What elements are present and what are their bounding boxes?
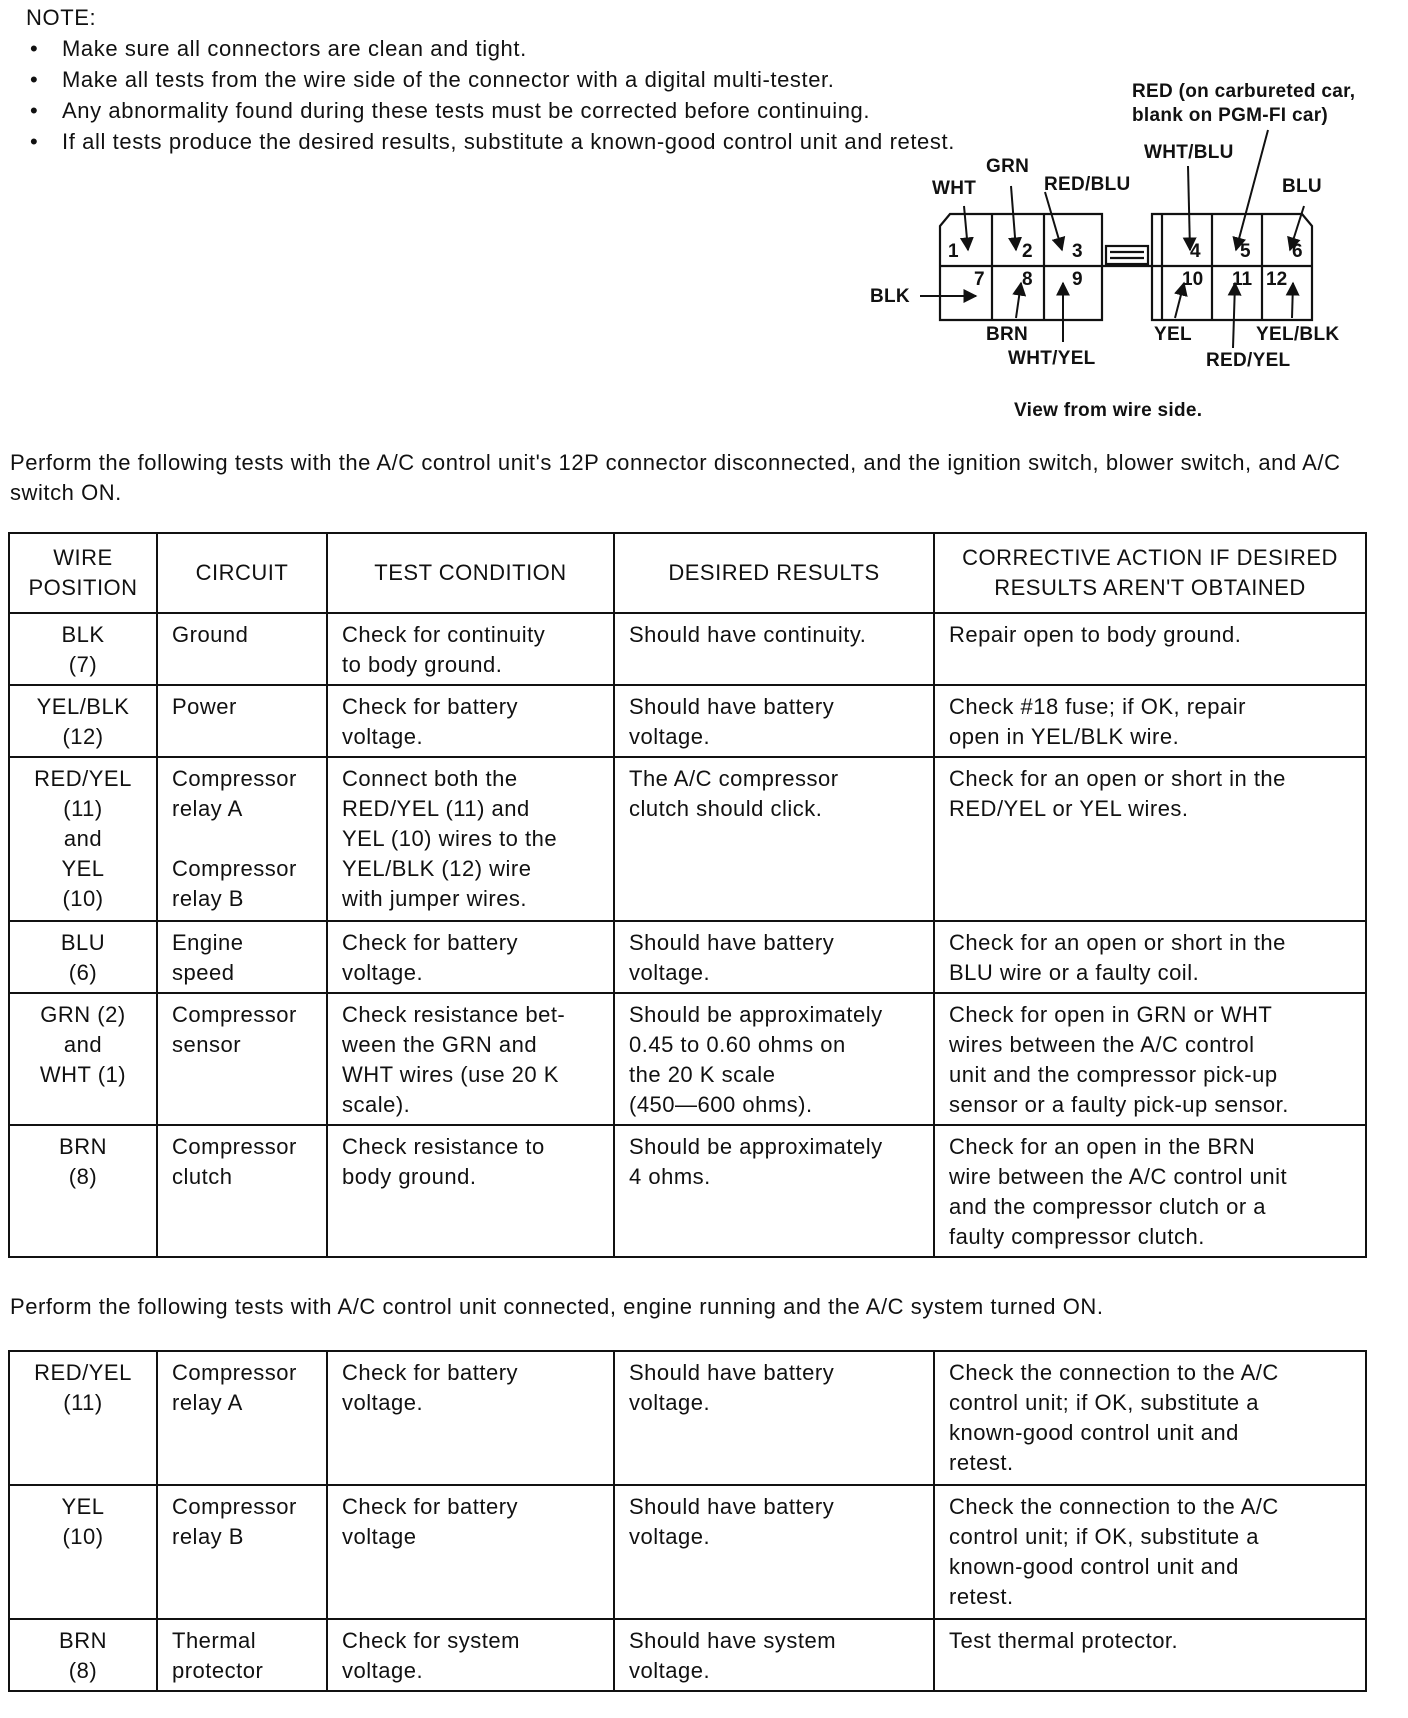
cell-wire-position: YEL (10) xyxy=(9,1485,157,1619)
pin-1: 1 xyxy=(948,241,959,262)
cell-corrective-action: Repair open to body ground. xyxy=(934,613,1366,685)
note-item: • Make sure all connectors are clean and tight. xyxy=(26,33,1086,64)
cell-wire-position: BLU (6) xyxy=(9,921,157,993)
wire-arrows xyxy=(920,130,1304,348)
arrow-yel-blk xyxy=(1292,283,1293,318)
pin-3: 3 xyxy=(1072,241,1083,262)
arrow-wht-blu xyxy=(1188,166,1190,250)
table-row xyxy=(9,921,1366,993)
cell-circuit: Compressor relay A xyxy=(157,1351,327,1485)
cell-test-condition: Check for system voltage. xyxy=(327,1619,614,1691)
test-table-connected xyxy=(8,1350,1367,1692)
label-red-yel: RED/YEL xyxy=(1206,350,1291,371)
cell-corrective-action: Check #18 fuse; if OK, repair open in YEL/BLK wire. xyxy=(934,685,1366,757)
label-wht-yel: WHT/YEL xyxy=(1008,348,1096,369)
pin-2: 2 xyxy=(1022,241,1033,262)
cell-test-condition: Check for battery voltage. xyxy=(327,685,614,757)
pin-4: 4 xyxy=(1190,241,1201,262)
pin-7: 7 xyxy=(974,269,985,290)
table-row xyxy=(9,1351,1366,1485)
cell-desired-results: Should be approximately 0.45 to 0.60 ohms on the 20 K scale (450—600 ohms). xyxy=(614,993,934,1125)
cell-wire-position: YEL/BLK (12) xyxy=(9,685,157,757)
cell-desired-results: Should have system voltage. xyxy=(614,1619,934,1691)
arrow-wht xyxy=(964,206,968,250)
cell-desired-results: Should be approximately 4 ohms. xyxy=(614,1125,934,1257)
note-title: NOTE: xyxy=(26,5,97,30)
arrow-red-yel xyxy=(1233,283,1235,348)
label-wht: WHT xyxy=(932,178,977,199)
cell-desired-results: Should have battery voltage. xyxy=(614,1485,934,1619)
cell-wire-position: BRN (8) xyxy=(9,1619,157,1691)
cell-circuit: Power xyxy=(157,685,327,757)
pin-9: 9 xyxy=(1072,269,1083,290)
cell-wire-position: BLK (7) xyxy=(9,613,157,685)
label-yel-blk: YEL/BLK xyxy=(1256,324,1340,345)
cell-desired-results: Should have battery voltage. xyxy=(614,1351,934,1485)
pin-6: 6 xyxy=(1292,241,1303,262)
cell-corrective-action: Check the connection to the A/C control unit; if OK, substitute a known-good control unit and retest. xyxy=(934,1351,1366,1485)
cell-wire-position: RED/YEL (11) xyxy=(9,1351,157,1485)
cell-circuit: Compressor sensor xyxy=(157,993,327,1125)
connector-diagram xyxy=(0,0,1408,430)
cell-test-condition: Check for battery voltage. xyxy=(327,921,614,993)
cell-corrective-action: Check for an open or short in the RED/YEL or YEL wires. xyxy=(934,757,1366,921)
cell-test-condition: Check resistance bet- ween the GRN and WHT wires (use 20 K scale). xyxy=(327,993,614,1125)
pin-12: 12 xyxy=(1266,269,1288,290)
header-desired-results: DESIRED RESULTS xyxy=(614,533,934,613)
cell-circuit: Ground xyxy=(157,613,327,685)
cell-desired-results: The A/C compressor clutch should click. xyxy=(614,757,934,921)
header-wire-position: WIRE POSITION xyxy=(9,533,157,613)
note-item: • If all tests produce the desired results, substitute a known-good control unit and retest. xyxy=(26,126,1086,157)
test-table-disconnected xyxy=(8,532,1367,1258)
header-test-condition: TEST CONDITION xyxy=(327,533,614,613)
cell-corrective-action: Check the connection to the A/C control unit; if OK, substitute a known-good control unit and retest. xyxy=(934,1485,1366,1619)
table-row xyxy=(9,613,1366,685)
cell-corrective-action: Test thermal protector. xyxy=(934,1619,1366,1691)
section1-intro: Perform the following tests with the A/C control unit's 12P connector disconnected, and the ignition switch, blower switch, and A/C switch ON. xyxy=(10,450,1341,505)
label-blk: BLK xyxy=(870,286,910,307)
cell-test-condition: Check for continuity to body ground. xyxy=(327,613,614,685)
label-wht-blu: WHT/BLU xyxy=(1144,142,1234,163)
table-row xyxy=(9,1125,1366,1257)
cell-corrective-action: Check for an open in the BRN wire between the A/C control unit and the compressor clutch or a faulty compressor clutch. xyxy=(934,1125,1366,1257)
cell-test-condition: Connect both the RED/YEL (11) and YEL (10) wires to the YEL/BLK (12) wire with jumper wires. xyxy=(327,757,614,921)
pin-11: 11 xyxy=(1232,269,1253,290)
table-row xyxy=(9,685,1366,757)
header-circuit: CIRCUIT xyxy=(157,533,327,613)
table-row xyxy=(9,1485,1366,1619)
pin-5: 5 xyxy=(1240,241,1251,262)
cell-desired-results: Should have battery voltage. xyxy=(614,685,934,757)
label-red-blu: RED/BLU xyxy=(1044,174,1131,195)
label-yel: YEL xyxy=(1154,324,1192,345)
cell-wire-position: RED/YEL (11) and YEL (10) xyxy=(9,757,157,921)
section2-intro: Perform the following tests with A/C control unit connected, engine running and the A/C system turned ON. xyxy=(10,1294,1104,1319)
label-brn: BRN xyxy=(986,324,1029,345)
cell-wire-position: GRN (2) and WHT (1) xyxy=(9,993,157,1125)
connector-outline xyxy=(940,214,1312,320)
label-grn: GRN xyxy=(986,156,1030,177)
table-header-row xyxy=(9,533,1366,613)
pin-10: 10 xyxy=(1182,269,1204,290)
cell-corrective-action: Check for open in GRN or WHT wires between the A/C control unit and the compressor pick-up sensor or a faulty pick-up sensor. xyxy=(934,993,1366,1125)
cell-circuit: Compressor relay B xyxy=(157,1485,327,1619)
cell-wire-position: BRN (8) xyxy=(9,1125,157,1257)
cell-test-condition: Check for battery voltage. xyxy=(327,1351,614,1485)
cell-corrective-action: Check for an open or short in the BLU wire or a faulty coil. xyxy=(934,921,1366,993)
label-blu: BLU xyxy=(1282,176,1322,197)
cell-circuit: Thermal protector xyxy=(157,1619,327,1691)
red-wire-note: RED (on carbureted car, blank on PGM-FI car) xyxy=(1132,81,1356,126)
pin-8: 8 xyxy=(1022,269,1033,290)
cell-circuit: Compressor clutch xyxy=(157,1125,327,1257)
arrow-brn xyxy=(1016,283,1021,318)
arrow-red-blu xyxy=(1045,192,1062,250)
cell-circuit: Compressor relay A Compressor relay B xyxy=(157,757,327,921)
table-row xyxy=(9,1619,1366,1691)
table-row xyxy=(9,993,1366,1125)
cell-circuit: Engine speed xyxy=(157,921,327,993)
cell-test-condition: Check for battery voltage xyxy=(327,1485,614,1619)
note-item: • Any abnormality found during these tests must be corrected before continuing. xyxy=(26,95,1086,126)
connector-drawing xyxy=(0,0,1408,430)
cell-desired-results: Should have battery voltage. xyxy=(614,921,934,993)
header-corrective-action: CORRECTIVE ACTION IF DESIRED RESULTS AREN'T OBTAINED xyxy=(934,533,1366,613)
note-item: • Make all tests from the wire side of the connector with a digital multi-tester. xyxy=(26,64,1086,95)
diagram-caption: View from wire side. xyxy=(1014,400,1203,421)
cell-desired-results: Should have continuity. xyxy=(614,613,934,685)
table-row xyxy=(9,757,1366,921)
arrow-grn xyxy=(1011,186,1016,250)
arrow-red xyxy=(1236,130,1268,250)
cell-test-condition: Check resistance to body ground. xyxy=(327,1125,614,1257)
